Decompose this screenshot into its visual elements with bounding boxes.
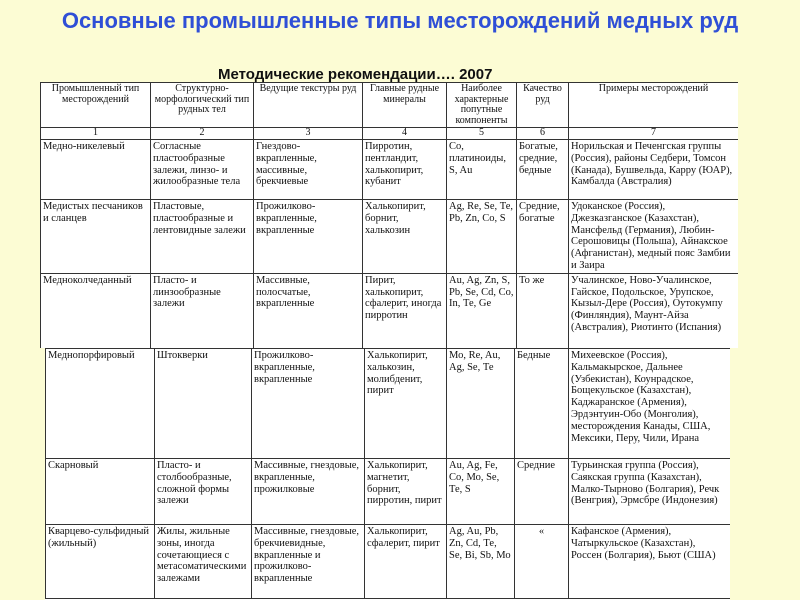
table-cell: Массивные, гнездовые, брекчиевидные, вкрапленные и прожилково-вкрапленные [252, 525, 365, 599]
table-cell: Халькопирит, сфалерит, пирит [365, 525, 447, 599]
table-row [46, 459, 731, 525]
page-title: Основные промышленные типы месторождений медных руд [61, 8, 739, 33]
table-cell: Жилы, жильные зоны, иногда сочетающиеся с метасоматическими залежами [155, 525, 252, 599]
table-cell: Скарновый [46, 459, 155, 525]
table-cell: Ag, Re, Se, Те, Pb, Zn, Со, S [447, 200, 517, 274]
table-cell: Норильская и Печенгская группы (Россия), районы Седбери, Томсон (Канада), Бушвельда, Карру (ЮАР), Камбалда (Австралия) [569, 140, 739, 200]
table-row [41, 140, 739, 200]
column-number: 4 [363, 128, 447, 140]
table-cell: Средние [515, 459, 569, 525]
table-cell: Халькопирит, борнит, халькозин [363, 200, 447, 274]
column-number: 3 [254, 128, 363, 140]
table-cell: Кафанское (Армения), Чатыркульское (Казахстан), Россен (Болгария), Бьют (США) [569, 525, 731, 599]
table-cell: Пласто- и линзообразные залежи [151, 273, 254, 348]
table-cell: Пирит, халькопирит, сфалерит, иногда пирротин [363, 273, 447, 348]
table-cell: Турьинская группа (Россия), Саякская группа (Казахстан), Малко-Тырново (Болгария), Речк (Венгрия), Эрмсбре (Индонезия) [569, 459, 731, 525]
table-cell: Прожилково-вкрапленные, вкрапленные [254, 200, 363, 274]
subtitle: Методические рекомендации…. 2007 [218, 66, 493, 83]
table-cell: Учалинское, Ново-Учалинское, Гайское, Подольское, Урупское, Кызыл-Дере (Россия), Оутокумпу (Финляндия), Маунт-Айза (Австралия), Риотинто (Испания) [569, 273, 739, 348]
table-cell: Мо, Re, Au, Ag, Se, Те [447, 349, 515, 459]
table-cell: Кварцево-сульфидный (жильный) [46, 525, 155, 599]
column-number: 5 [447, 128, 517, 140]
header-cell: Ведущие текстуры руд [254, 83, 363, 128]
table-cell: Au, Ag, Zn, S, Pb, Se, Cd, Co, In, Те, Ge [447, 273, 517, 348]
column-number: 1 [41, 128, 151, 140]
table-row [41, 273, 739, 348]
header-cell: Качество руд [517, 83, 569, 128]
table-cell: « [515, 525, 569, 599]
table-row [41, 200, 739, 274]
header-cell: Наиболее характерные попутные компоненты [447, 83, 517, 128]
table-cell: Медно-никелевый [41, 140, 151, 200]
table-cell: Пласто- и столбообразные, сложной формы залежи [155, 459, 252, 525]
table-cell: Удоканское (Россия), Джезказганское (Казахстан), Мансфельд (Германия), Любин-Серошовицы (Польша), Айнакское (Афганистан), медный пояс Замбии и Заира [569, 200, 739, 274]
column-number: 7 [569, 128, 739, 140]
table-cell: Халькопирит, магнетит, борнит, пирротин, пирит [365, 459, 447, 525]
header-cell: Главные рудные минералы [363, 83, 447, 128]
table-cell: Массивные, гнездовые, вкрапленные, прожилковые [252, 459, 365, 525]
table-cell: Массивные, полосчатые, вкрапленные [254, 273, 363, 348]
table-cell: Со, платиноиды, S, Au [447, 140, 517, 200]
table-cell: Пирротин, пентландит, халькопирит, кубанит [363, 140, 447, 200]
column-number-row [41, 128, 739, 140]
table-cell: Согласные пластообразные залежи, линзо- и жилообразные тела [151, 140, 254, 200]
table-cell: Пластовые, пластообразные и лентовидные залежи [151, 200, 254, 274]
table-scan-bottom [45, 348, 730, 600]
table-cell: Прожилково-вкрапленные, вкрапленные [252, 349, 365, 459]
header-cell: Промышленный тип месторождений [41, 83, 151, 128]
table-cell: Меднопорфировый [46, 349, 155, 459]
table-cell: Гнездово-вкрапленные, массивные, брекчиевые [254, 140, 363, 200]
table-scan-top [40, 82, 738, 348]
column-number: 2 [151, 128, 254, 140]
table-cell: То же [517, 273, 569, 348]
table-cell: Медистых песчаников и сланцев [41, 200, 151, 274]
table-cell: Штокверки [155, 349, 252, 459]
table-row [46, 349, 731, 459]
table-cell: Богатые, средние, бедные [517, 140, 569, 200]
header-row [41, 83, 739, 128]
header-cell: Структурно-морфологический тип рудных тел [151, 83, 254, 128]
deposit-types-table-bottom [45, 348, 730, 599]
column-number: 6 [517, 128, 569, 140]
table-cell: Медноколчеданный [41, 273, 151, 348]
deposit-types-table-top [40, 82, 738, 348]
table-row [46, 525, 731, 599]
table-cell: Средние, богатые [517, 200, 569, 274]
table-cell: Халькопирит, халькозин, молибденит, пирит [365, 349, 447, 459]
table-cell: Бедные [515, 349, 569, 459]
header-cell: Примеры месторождений [569, 83, 739, 128]
table-cell: Au, Ag, Fe, Co, Мо, Se, Те, S [447, 459, 515, 525]
table-cell: Ag, Au, Pb, Zn, Cd, Те, Se, Bi, Sb, Мо [447, 525, 515, 599]
table-cell: Михеевское (Россия), Кальмакырское, Дальнее (Узбекистан), Коунрадское, Бощекульское (Казахстан), Каджаранское (Армения), Эрдэнтуин-Обо (Монголия), месторождения Канады, США, Мексики, Перу, Чили, Ирана [569, 349, 731, 459]
